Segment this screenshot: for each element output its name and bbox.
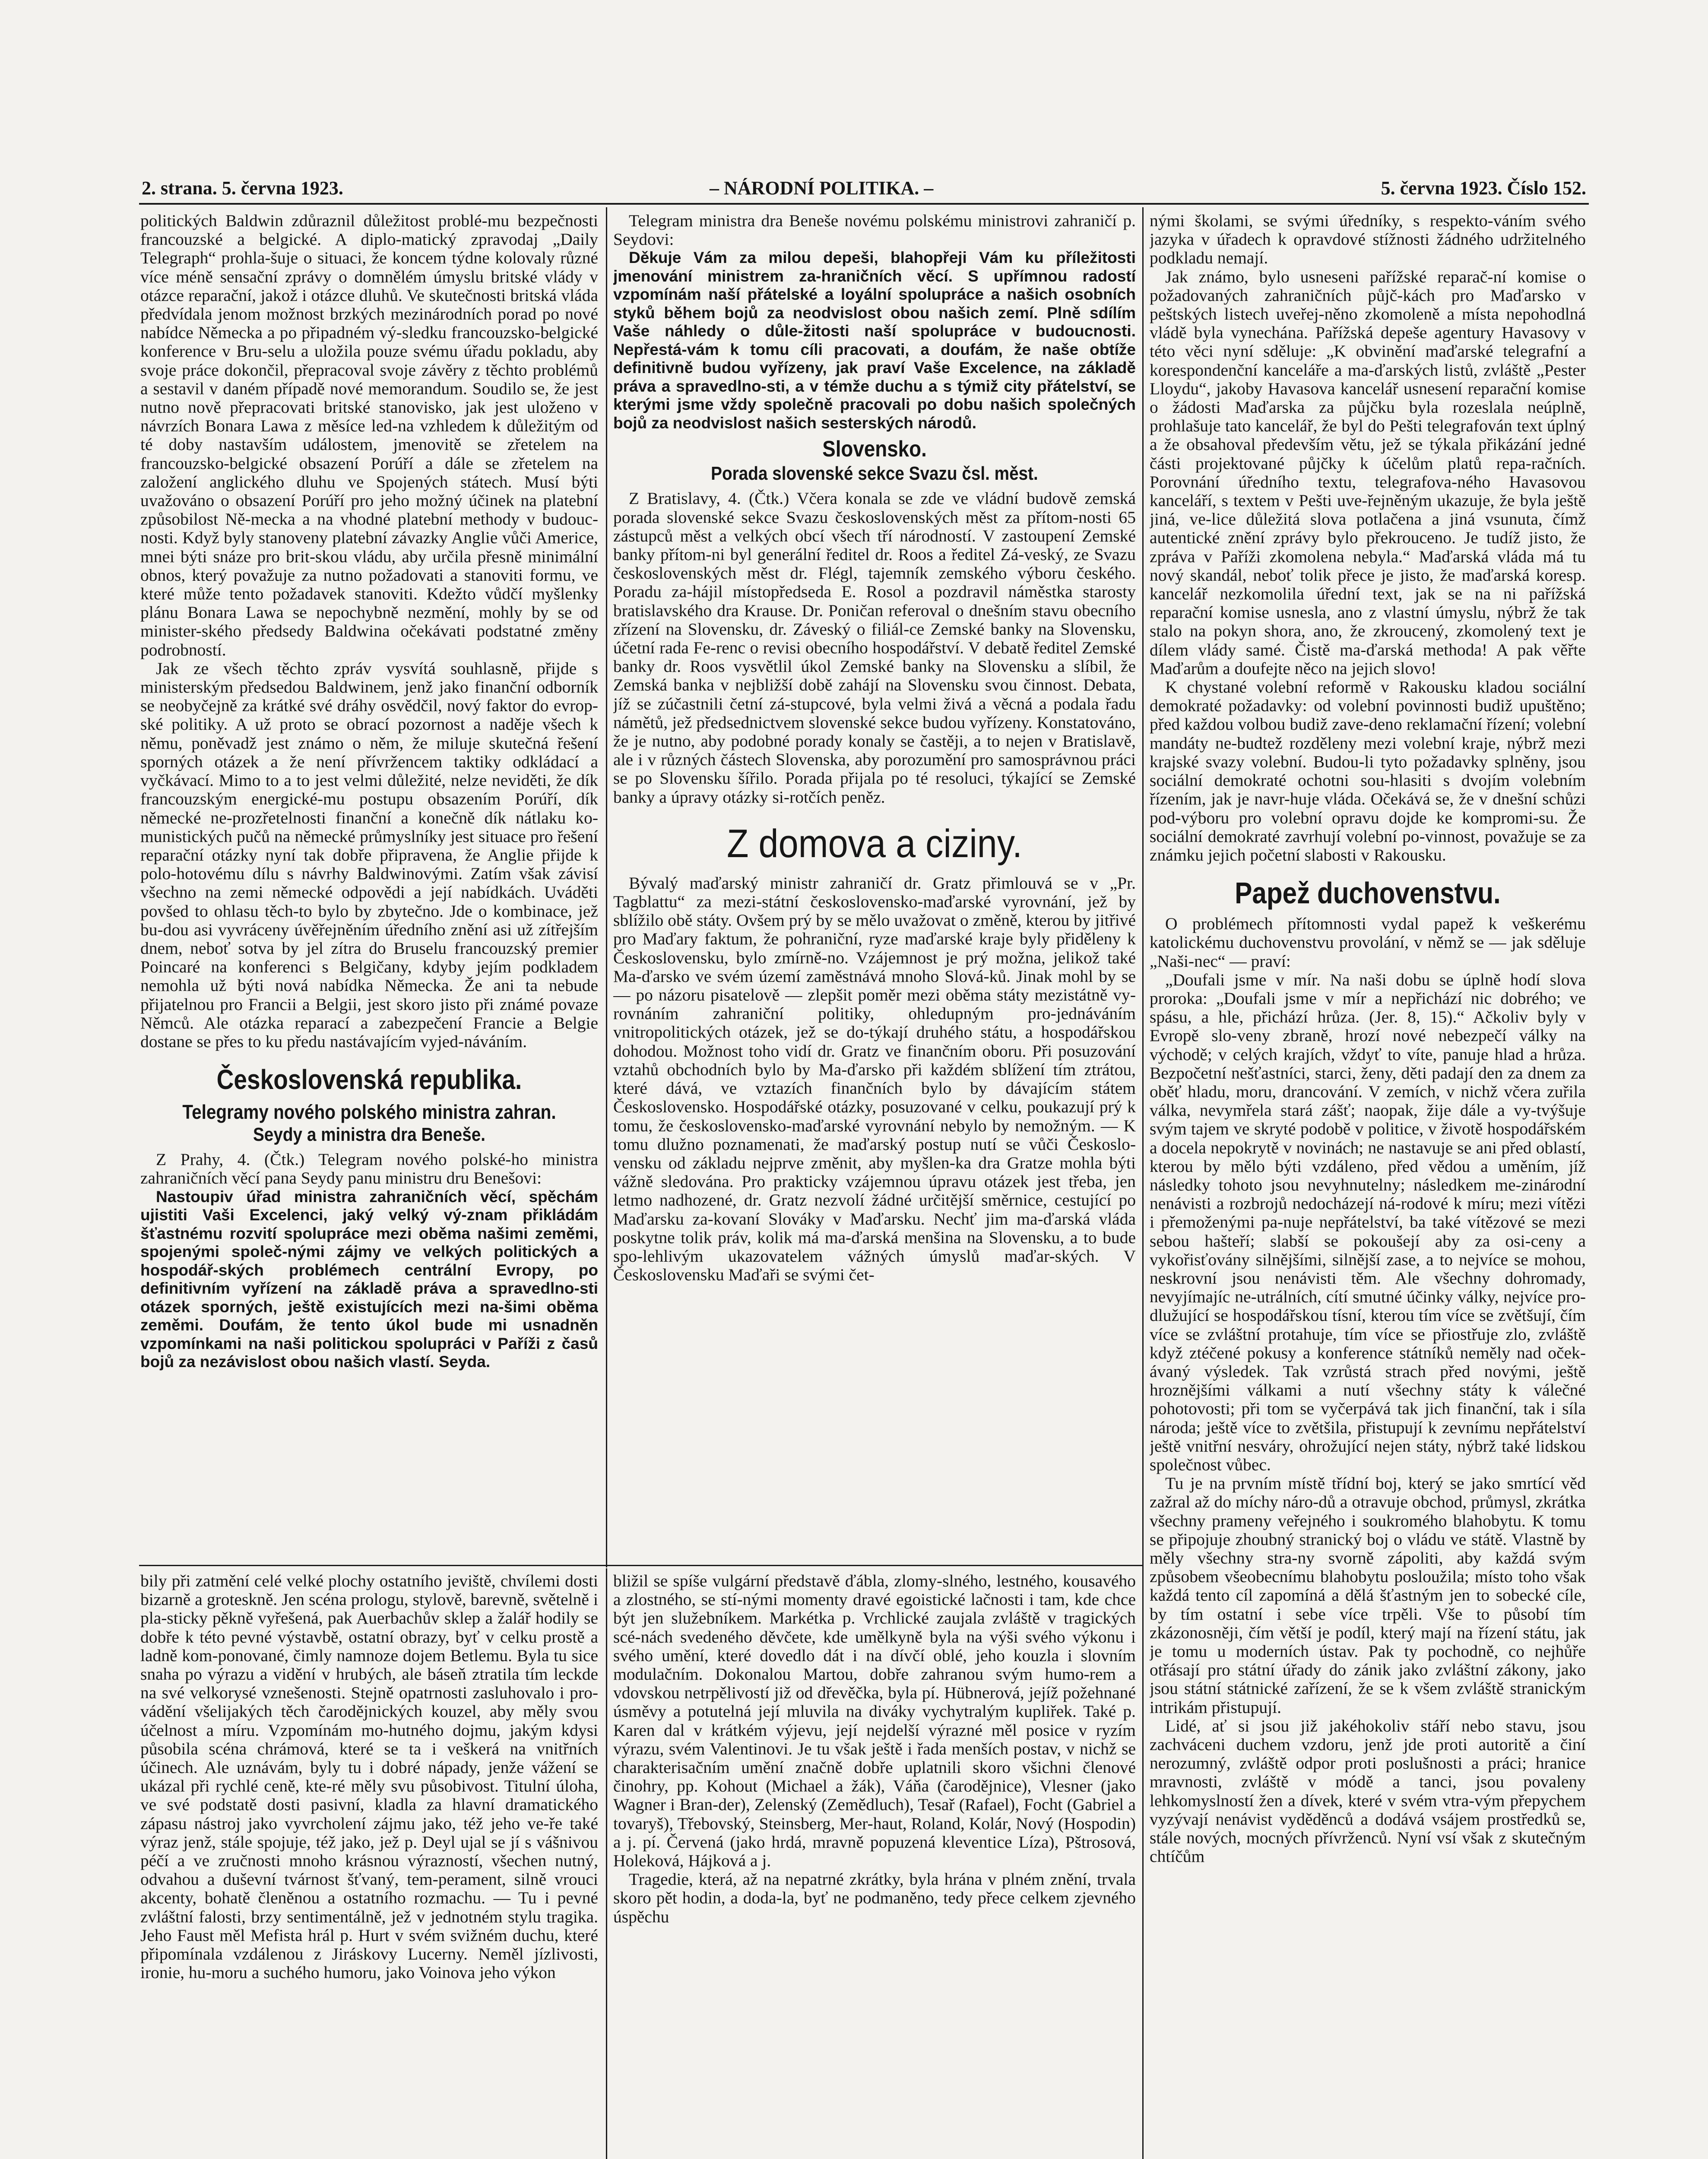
feuilleton-column-2 (613, 1572, 1136, 2159)
feuilleton-column-1 (140, 1572, 598, 2159)
article-heading: Porada slovenské sekce Svazu čsl. měst. (711, 463, 1038, 484)
feuilleton-text: Tragedie, která, až na nepatrné zkrátky, byla hrána v plném znění, trvala skoro pět hodin, a doda-la, byť ne podmaněno, tedy přece celkem zjevného úspěchu (613, 1870, 1136, 1926)
feuilleton-text: bily při zatmění celé velké plochy ostatního jeviště, chvílemi dosti bizarně a groteskně. Jen scéna prologu, stylově, barevně, světelně i pla-sticky pěkně vyřešená, pak Auerbachův sklep a žalář hodily se dobře k této pevné výstavbě, ostatní obrazy, byť v celku prostě a ladně kom-ponované, čimly namnoze dojem Betlemu. Byla tu sice snaha po výrazu a vidění v hrubých, ale báseň ztratila tím leckde na své velkorysé vznešenosti. Stejně opatrnosti zasluhovalo i pro-vádění všelijakých těch čarodějnických kouzel, aby měly svou účelnost a míru. Vzpomínám mo-hutného dojmu, jakým kdysi působila scéna chrámová, které se ta i veškerá na vnitřních účinech. Ale uznávám, byly tu i dobré nápady, jenže vážení se ukázal při rychlé ceně, kte-ré měly svu působivost. Titulní úloha, ve své podstatě dosti pasivní, kladla za hlavní dramatického zápasu nástroj jako vyvrcholení zájmu jako, též jeho ve-ře také výraz jenž, stále spojuje, též jako, jež p. Deyl ujal se jí s vášnivou péčí a ve zručnosti mnoho krásnou výrazností, všechen nutný, odvahou a duševní tvárnost šťvaný, tem-perament, silně vrouci akcenty, bohatě členěnou a ostatního rozmachu. — Tu i pevné zvláštní falosti, brzy sentimentálně, jež v jednotném stylu tragika. Jeho Faust měl Mefista hrál p. Hurt v svém svižném duchu, které připomínala vzdálenou z Jiráskovy Lucerny. Neměl jízlivosti, ironie, hu-moru a suchého humoru, jako Voinova jeho výkon (140, 1572, 598, 1982)
header-center: – NÁRODNÍ POLITIKA. – (710, 177, 934, 199)
article-text: Jak ze všech těchto zpráv vysvítá souhlasně, přijde s ministerským předsedou Baldwinem, jenž jako finanční odborník se neobyčejně za krátké své dráhy osvědčil, nový faktor do evrop-ské politiky. A už proto se obrací pozornost a naděje všech k němu, poněvadž jest známo o něm, že miluje skutečná řešení sporných otázek a že není přívržencem taktiky odkládací a vyčkávací. Mimo to a to jest velmi důležité, nelze neviděti, že dík francouzským energické-mu postupu obsazením Porúří, dík německé ne-prozřetelnosti finanční a konečně dík nátlaku ko-munistických pučů na německé průmyslníky jest situace pro řešení reparační otázky nyní tak dobře připravena, že Anglie přijde k polo-hotovému dílu s návrhy Baldwinovými. Zatím však závisí všechno na zemi německé odpovědi a její nabídkách. Uváděti povšed to ohlasu těch-to bylo by zbytečno. Jde o kombinace, jež bu-dou asi vyvráceny úvěřejněním úředního znění asi už zítřejším dnem, neboť sotva by jel zítra do Bruselu francouzský premier Poincaré na konferenci s Belgičany, kdyby jejím podkladem nemohla už býti nová nabídka Německa. Že ani ta nebude přijatelnou pro Francii a Belgii, jest skoro jisto při známé povaze Němců. Ale otázka reparací a zabezpečení Francie a Belgie dostane se přes to ku předu nastávajícím vyjed-náváním. (140, 658, 598, 1051)
feuilleton-rule (139, 1565, 1144, 1566)
section-heading-z-domova: Z domova a ciziny. (726, 821, 1023, 866)
article-text: K chystané volební reformě v Rakousku kladou sociální demokraté požadavky: od volební povinnosti budiž upuštěno; před každou volbou budiž zave-deno reklamační řízení; volební mandáty ne-budtež rozděleny mezi volební kraje, nýbrž mezi krajské svazy volební. Budou-li tyto požadavky splněny, jsou sociální demokraté ochotni sou-hlasiti s dvojím volebním řízením, jak je navr-huje vláda. Očekává se, že v dnešní schůzi pod-výboru pro volební opravu dojde ke kompromi-su. Že sociální demokraté zavrhují volební po-vinnost, považuje se za známku jejich početní slabosti v Rakousku. (1150, 677, 1586, 864)
section-heading-papez: Papež duchovenstvu. (1235, 876, 1501, 910)
column-2 (613, 212, 1136, 1557)
article-subheading: Seydy a ministra dra Beneše. (253, 1124, 486, 1146)
telegram-text: Děkuje Vám za milou depeši, blahopřeji Vám ku příležitosti jmenování ministrem za-hraničních věcí. S upřímnou radostí vzpomínám naší přátelské a loyální spolupráce a našich osobních styků během bojů za neodvislost obou našich zemí. Plně sdílím Vaše náhledy o důle-žitosti naší spolupráce v budoucnosti. Nepřestá-vám k tomu cíli pracovati, a doufám, že naše obtíže definitivně budou vyřízeny, jak praví Vaše Excelence, na základě práva a spravedlno-sti, a v témže duchu a s týmiž city přátelství, se kterými jsme vždy společně pracovali po dobu našich společných bojů za neodvislost našich sesterských národů. (613, 249, 1136, 432)
article-text: politických Baldwin zdůraznil důležitost problé-mu bezpečnosti francouzské a belgické. A diplo-matický zpravodaj „Daily Telegraph“ prohla-šuje o situaci, že koncem týdne kolovaly různé více méně sensační zprávy o domnělém úmyslu britské vlády v otázce reparační, jakož i otázce dluhů. Ve skutečnosti britská vláda předvídala jenom možnost brzkých mezinárodních porad po nové nabídce Německa a po připadném vý-sledku francouzsko-belgické konference v Bru-selu a uložila pouze svému úřadu pokladu, aby svoje práce dokončil, přepracoval svoje závěry z těchto problémů a sestavil v daném případě nové memorandum. Soudilo se, že jest nutno nově přepracovati britské stanovisko, jak jest uloženo v návrzích Bonara Lawa z měsíce led-na vzhledem k důležitým od té doby nastavším událostem, jmenovitě se zřetelem na francouzsko-belgické obsazení Porúří a dále se zřetelem na založení anglického dluhu ve Spojených státech. Musí býti uvažováno o obsazení Porúří pro jeho možný účinek na platební způsobilost Ně-mecka a na vhodné platební methody v budouc-nosti. Když byly stanoveny platební závazky Anglie vůči Americe, mnei býti snáze pro brit-skou vládu, aby určila přesně minimální obnos, který považuje za nutno požadovati a stanoviti formu, ve které může tento požadavek stanoviti. Kdežto vůdčí myšlenky plánu Bonara Lawa se nepochybně nezmění, mohly by se od minister-ského předsedy Baldwina očekávati podstatné změny podrobností. (140, 212, 598, 659)
section-heading-slovensko: Slovensko. (822, 437, 927, 462)
column-3 (1150, 212, 1586, 2159)
article-text: nými školami, se svými úředníky, s respekto-váním svého jazyka v úřadech k opravdové stížnosti žádného udržitelného podkladu nemají. (1150, 212, 1586, 268)
article-text: Z Bratislavy, 4. (Čtk.) Včera konala se zde ve vládní budově zemská porada slovenské sekce Svazu československých měst za přítom-nosti 65 zástupců měst a velkých obcí všech tří národností. V zastoupení Zemské banky přítom-ni byl generální ředitel dr. Roos a ředitel Zá-veský, ze Svazu československých měst dr. Flégl, tajemník zemského výboru českého. Poradu za-hájil místopředseda E. Rosol a pozdravil náměstka starosty bratislavského dra Krause. Dr. Poničan referoval o dnešním stavu obecního zřízení na Slovensku, dr. Záveský o filiál-ce Zemské banky na Slovensku, účetní rada Fe-renc o revisi obecního hospodářství. V debatě ředitel Zemské banky dr. Roos vysvětlil úkol Zemské banky na Slovensku a slíbil, že Zemská banka v nejbližší době zahájí na Slovensku svou činnost. Debata, jíž se zúčastnili četní zá-stupcové, byla velmi živá a věcná a podala řadu námětů, jež předsednictvem slovenské sekce budou vyřízeny. Konstatováno, že je nutno, aby podobné porady konaly se častěji, a to nejen v Bratislavě, ale i v různých částech Slovenska, aby porozumění pro samosprávnou práci se po Slovensku šířilo. Porada přijala po té resoluci, týkající se Zemské banky a úpravy otázky si-rotčích peněz. (613, 489, 1136, 807)
article-text: Jak známo, bylo usneseni pařížské reparač-ní komise o požadovaných zahraničních půjč-kách pro Maďarsko v peštských listech uveřej-něno zkomoleně a místa nepohodlná vládě byla vynechána. Pařížská depeše agentury Havasovy v této věci nyní sděluje: „K obvinění maďarské telegrafní a korespondenční kanceláře a ma-ďarských listů, zvláště „Pester Lloydu“, jakoby Havasova kancelář usnesení reparační komise o žádosti Maďarska za půjčku byla rozeslala neúplně, prohlašuje tato kancelář, že byl do Pešti telegrafován text úplný a že obsahoval především větu, jež se týkala přikázání jedné části projektované půjčky k účelům platů repa-račních. Porovnání úředního textu, telegrafova-ného Havasovou kanceláří, s textem v Pešti uve-řejněným ukazuje, že byla ještě jiná, ve-lice důležitá slova potlačena a jiná vsunuta, čímž autentické znění zprávy bylo překrouceno. Je tudíž jisto, že zpráva v Paříži zkomolena nebyla.“ Maďarská vláda má tu nový skandál, neboť tolik přece je jisto, že maďarská koresp. kancelář nezkomolila úřední text, jak se na ni pařížská reparační komise usnesla, ano z vlastní úmyslu, nýbrž že tak stalo na pokyn shora, ano, že zkroucený, zkomolený text je dílem vlády samé. Čistě ma-ďarská methoda! A pak věřte Maďarům a doufejte něco na jejich slovo! (1150, 267, 1586, 678)
header-rule (139, 203, 1589, 205)
telegram-text: Nastoupiv úřad ministra zahraničních věcí, spěchám ujistiti Vaši Excelenci, jaký velký vý-znam přikládám šťastnému rozvití spolupráce mezi oběma našimi zeměmi, spojenými společ-nými zájmy ve velkých politických a hospodář-ských problémech centrální Evropy, po definitivním vyřízení na základě práva a spravedlno-sti otázek sporných, ještě existujících mezi na-šimi oběma zeměmi. Doufám, že tento úkol bude mi usnadněn vzpomínkami na naši politickou spolupráci v Paříži z časů bojů za nezávislost obou našich vlastí. Seyda. (140, 1187, 598, 1371)
article-text: O problémech přítomnosti vydal papež k veškerému katolickému duchovenstvu provolání, v němž se — jak sděluje „Naši-nec“ — praví: (1150, 914, 1586, 971)
article-text: Bývalý maďarský ministr zahraničí dr. Gratz přimlouvá se v „Pr. Tagblattu“ za mezi-státní československo-maďarské vyrovnání, jež by sblížilo obě státy. Ovšem prý by se mělo uvažovat o změně, kterou by jitřivé pro Maďary faktum, že pohraniční, ryze maďarské kraje byly přiděleny k Československu, bylo zmírně-no. Vzájemnost je prý možna, jelikož také Ma-ďarsko ve svém území zaměstnává mnoho Slová-ků. Jinak mohl by se — po názoru pisatelově — zlepšit poměr mezi oběma státy mezistátně vy-rovnáním zahraniční politiky, ohledupným pro-jednáváním vnitropolitických otázek, jež se do-týkají druhého státu, a hospodářskou dohodou. Možnost toho vidí dr. Gratz ve finančním oboru. Při posuzování vztahů obchodních bylo by Ma-ďarsko při každém sblížení tím ztrátou, které dává, ve vztazích finančních bylo by dávajícím státem Československo. Hospodářské otázky, posuzované v celku, poukazují prý k tomu, že československo-maďarské vyrovnání nebylo by nemožným. — K tomu dlužno poznamenati, že maďarský postup nutí se vůči Českoslo-vensku od základu nejprve změnit, aby myšlen-ka dra Gratze mohla býti vážně sledována. Pro prakticky vzájemnou úpravu otázek jest třeba, jen letmo nadhozené, dr. Gratz nezvolí žádné určitější směrnice, cestující po Maďarsku za-kovaní Slováky v Maďarsku. Nechť jim ma-ďarská vláda poskytne tolik práv, kolik má ma-ďarská menšina na Slovensku, a to bude spo-lehlivým ukazovatelem vážných úmyslů maďar-ských. V Československu Maďaři se svými čet- (613, 873, 1136, 1285)
article-text: Telegram ministra dra Beneše novému polskému ministrovi zahraničí p. Seydovi: (613, 212, 1136, 249)
section-heading-ceskoslovenska-republika: Československá republika. (216, 1064, 522, 1095)
column-1 (140, 212, 598, 1557)
feuilleton-text: bližil se spíše vulgární představě ďábla, zlomy-slného, lestného, kousavého a zlostného, se stí-nými momenty dravé egoistické lačnosti i tam, kde chce být jen služebníkem. Markétka p. Vrchlické zaujala zvláště v tragických scé-nách svedeného děvčete, kde umělkyně byla na výši svého výkonu i svého umění, které dovedlo dát i na dívčí oblé, jeho kouzla i slovním modulačním. Dokonalou Martou, dobře zahranou svým humo-rem a vdovskou netrpělivostí již od dřevěčka, byla pí. Hübnerová, jejíž požehnané úsměvy a potutelná její mluvila na diváky vychytralým kupliřek. Také p. Karen dal v krátkém výjevu, její nejdelší výrazné měl posice v ryzím výrazu, svém Valentinovi. Je tu však ještě i řada menších postav, v nichž se charakterisačním umění značně dobře uplatnili skoro všichni členové činohry, pp. Kohout (Michael a žák), Váňa (čarodějnice), Vlesner (jako Wagner i Bran-der), Zelenský (Zemědluch), Tesař (Rafael), Focht (Gabriel a tovaryš), Třebovský, Steinsberg, Mer-haut, Roland, Kolár, Nový (Hospodin) a j. pí. Červená (jako hrdá, mravně popuzená kleventice Líza), Pštrosová, Holeková, Hájková a j. (613, 1572, 1136, 1871)
column-rule-1 (606, 207, 607, 1567)
article-heading: Telegramy nového polského ministra zahran. (182, 1101, 556, 1124)
article-text: „Doufali jsme v mír. Na naši dobu se úplně hodí slova proroka: „Doufali jsme v mír a nepřichází nic dobrého; ve spásu, a hle, přichází hrůza. (Jer. 8, 15).“ Ačkoliv byly v Evropě slo-veny zbraně, hrozí nové nebezpečí války na východě; v celých krajích, vždyť to víte, panuje hlad a hrůza. Bezpočetní nešťastníci, starci, ženy, děti padají den za dnem za oběť hladu, moru, drancování. V zemích, v nichž včera zuřila válka, nevymřela stará zášť; naopak, žije dále a vy-tvýšuje svým tajem ve skryté podobě v politice, v životě hospodářském a docela nepokrytě v novinách; ne nastavuje se ani před oblastí, kterou by mělo býti vzdáleno, před vědou a uměním, jíž následky tohoto jsou nevyhnutelny; následkem me-zinárodní nenávisti a rozbrojů nedocházejí ná-rodové k míru; mezi vítězi i přemoženými pa-nuje nepřátelství, ba také vítězové se mezi sebou hašteří; slabší se pokoušejí aby za osi-ceny a vykořisťovány silnějšími, silnější zase, a to nejvíce se mohou, neskrovní jsou nenávisti těm. Ale všechny dohromady, nevyjímajíc ne-utrálních, cítí smutné účinky války, nejvíce pro-dlužující se hospodářskou tísní, kterou tím více se zvětšují, čím více se zvláštní protahuje, tím více se přiostřuje zlo, zvláště když ztéčené pokusy a konference státníků neměly nad oček-ávaný výsledek. Tak vzrůstá strach před novými, ještě hroznějšími válkami a nutí všechny státy k válečné pohotovosti; při tom se vyčerpává tak jich finanční, tak i síla národa; ještě více to zvětšila, přistupují k zevnímu nepřátelství ještě vnitřní nesváry, ohrožující nejen státy, nýbrž také lidskou společnost vůbec. (1150, 970, 1586, 1474)
article-text: Tu je na prvním místě třídní boj, který se jako smrtící věd zažral až do míchy náro-dů a otravuje obchod, průmysl, zkrátka všechny prameny veřejného i soukromého blahobytu. K tomu se připojuje zhoubný stranický boj o vládu ve státě. Vlastně by měly všechny stra-ny svorně zápoliti, aby každá svým způsobem všeobecnímu blahobytu posloužila; místo toho však každá tento cíl zapomíná a dělá šťastným jen to sobecké cíle, by tím ostatní i sebe více trpěli. Vše to působí tím zkázonosněji, čím větší je podíl, který mají na řízení státu, jak je tomu u moderních ústav. Pak ty pochodně, co nejhůře otřásají pro státní úřady do zánik jako zvláštní zákony, jako jsou státní státnické zařízení, že se k všem zvláště stranickým intrikám přistupují. (1150, 1474, 1586, 1717)
column-rule-2 (1142, 207, 1144, 2159)
column-rule-1b (606, 1568, 607, 2159)
header-right: 5. června 1923. Číslo 152. (1381, 177, 1586, 199)
page-header (142, 177, 1586, 201)
header-left: 2. strana. 5. června 1923. (142, 177, 343, 199)
article-text: Lidé, ať si jsou již jakéhokoliv stáří nebo stavu, jsou zachváceni duchem vzdoru, jenž jde proti autoritě a činí nerozumný, zvláště odpor proti poslušnosti a práci; hranice mravnosti, zvláště v módě a tanci, jsou povaleny lehkomyslností žen a dívek, které v svém vtra-vým přepychem vyzývají nenávist vyděděnců a dodává vsájem prostředků se, stále nových, mocných přívrženců. Nyní vsí však z skutečným chtíčům (1150, 1716, 1586, 1866)
article-text: Z Prahy, 4. (Čtk.) Telegram nového polské-ho ministra zahraničních věcí pana Seydy panu ministru dru Benešovi: (140, 1150, 598, 1188)
